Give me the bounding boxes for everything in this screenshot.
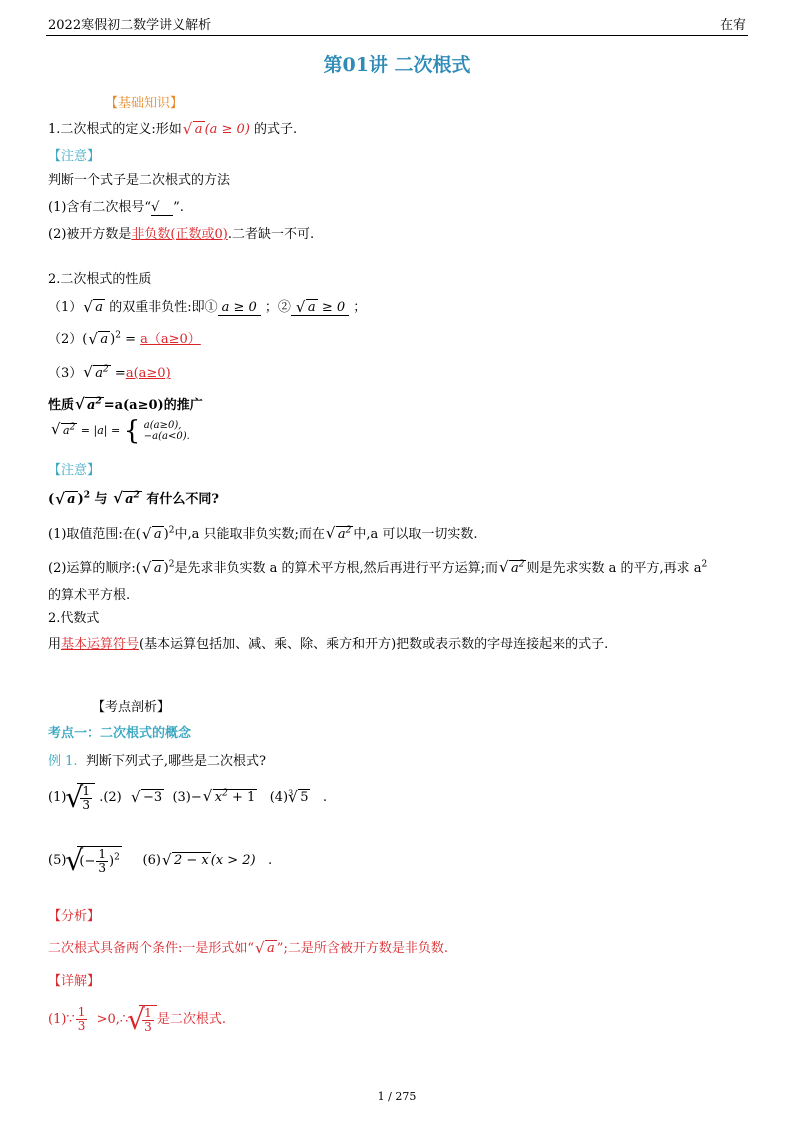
note-label-1: 【注意】	[48, 149, 101, 164]
solution-label: 【详解】	[48, 974, 101, 989]
judge-title: 判断一个式子是二次根式的方法	[48, 173, 231, 188]
property-3: （3）√ $a^2 =a(a\ge 0)$	[48, 362, 171, 381]
generalization-formula: √ $a^2 = |a|$ = { a(a≥0), −a(a<0).	[50, 420, 190, 442]
sqrt-a: √ a	[184, 122, 205, 137]
example-1-items-row2: (5)√ (− $\frac{1}{3}$ )$^2$ (6)√ 2 − x (x > 2) .	[48, 846, 272, 875]
definition-line: 1.二次根式的定义:形如√ a (a ≥ 0) 的式子.	[48, 118, 297, 137]
algebraic-expression-definition: 用基本运算符号(基本运算包括加、减、乘、除、乘方和开方)把数或表示数的字母连接起来的式子.	[48, 637, 609, 652]
difference-2-continued: 的算术平方根.	[48, 588, 131, 603]
page-number: 1 / 275	[377, 1090, 417, 1103]
judge-rule-2: (2)被开方数是非负数(正数或0).二者缺一不可.	[48, 227, 315, 242]
generalization-title: 性质√ $a^2 =a(a\ge 0)$的推广	[48, 394, 203, 413]
lecture-title: 第01讲 二次根式	[323, 54, 471, 76]
judge-rule-1: (1)含有二次根号“√ ”.	[48, 200, 184, 215]
property-1: （1）√ a 的双重非负性:即① a ≥ 0 ；②√ a ≥ 0 ；	[48, 296, 366, 316]
section-analysis: 【考点剖析】	[92, 700, 171, 715]
solution-line-1: (1)∵ $\frac{1}{3}$ >0,∴ √ $\frac{1}{3}$ 是二次根式.	[48, 1005, 226, 1034]
example-1-question: 例 1. 判断下列式子,哪些是二次根式?	[48, 754, 266, 769]
key-point-1: 考点一：二次根式的概念	[48, 726, 192, 741]
note-label-2: 【注意】	[48, 463, 101, 478]
difference-question: (√ a )$^2$ 与 √ $a^2$ 有什么不同?	[48, 488, 219, 507]
section-basic-knowledge: 【基础知识】	[105, 96, 184, 111]
example-1-items-row1: (1) √ $\frac{1}{3}$ .(2) √ −3 (3)−√ $x^2 + 1$ $(4)^3√$ 5 .	[48, 783, 327, 812]
property-2: （2）(√ a )$^2$ = a（a≥0）	[48, 328, 201, 347]
header-author: 在宥	[719, 18, 746, 33]
analysis-label: 【分析】	[48, 909, 101, 924]
difference-1: (1)取值范围:在(√ a )$^2$中,a 只能取非负实数;而在√ $a^2$ 中,a 可以取一切实数.	[48, 523, 478, 542]
analysis-text: 二次根式具备两个条件:一是形式如“√ a ”;二是所含被开方数是非负数.	[48, 937, 448, 956]
algebraic-expression-title: 2.代数式	[48, 611, 100, 626]
properties-title: 2.二次根式的性质	[48, 272, 152, 287]
difference-2: (2)运算的顺序:(√ a )$^2$是先求非负实数 a 的算术平方根,然后再进行平方运算;而√ $a^2$ 则是先求实数 a 的平方,再求 $a^2$	[48, 557, 707, 576]
header-divider	[46, 35, 748, 36]
header-title: 2022寒假初二数学讲义解析	[48, 18, 212, 33]
